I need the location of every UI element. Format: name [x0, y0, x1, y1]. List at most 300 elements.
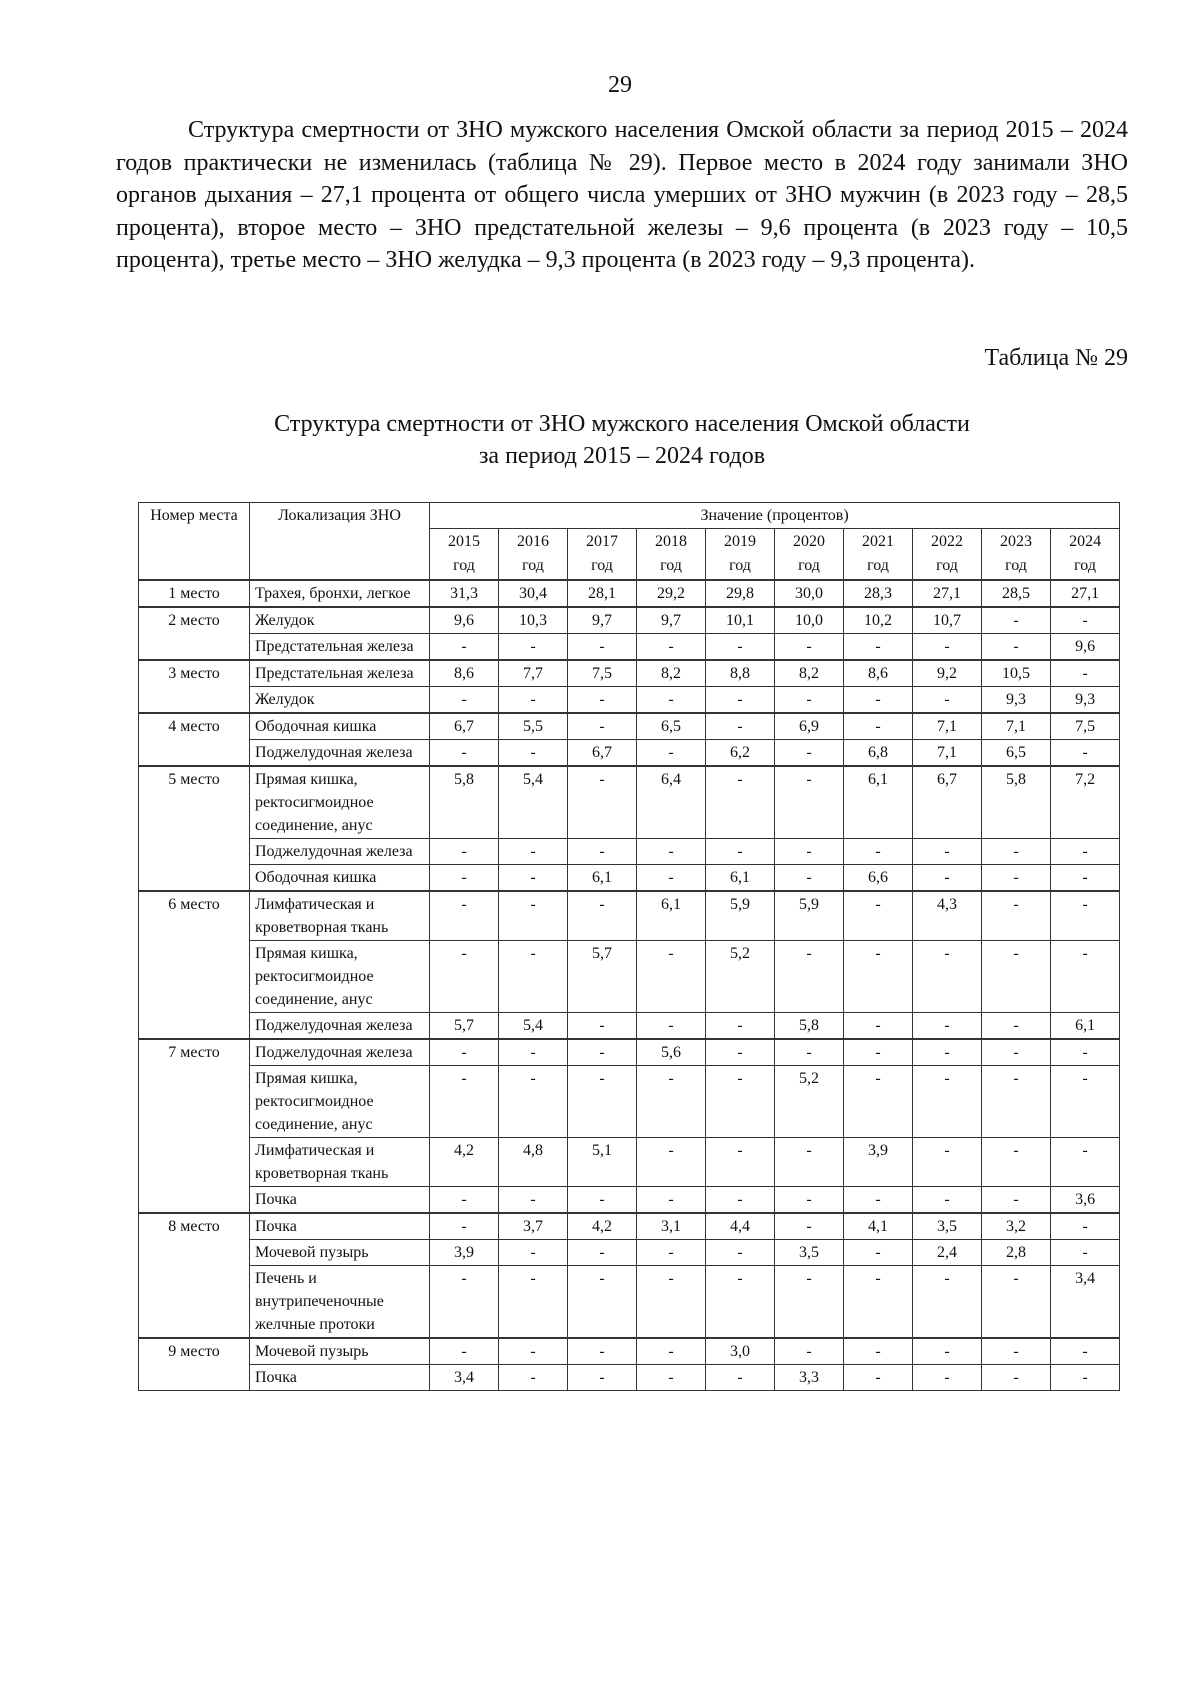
value-cell: - [430, 1266, 499, 1339]
value-cell: - [913, 865, 982, 892]
site-cell: Прямая кишка, ректосигмоидное соединение, анус [250, 1066, 430, 1138]
site-cell: Поджелудочная железа [250, 740, 430, 767]
value-cell: 29,2 [637, 580, 706, 607]
rank-cell: 3 место [139, 660, 250, 713]
value-cell: 10,1 [706, 607, 775, 634]
rank-cell: 2 место [139, 607, 250, 660]
value-cell: - [568, 1066, 637, 1138]
value-cell: - [844, 1039, 913, 1066]
value-cell: - [844, 1266, 913, 1339]
value-cell: 5,8 [982, 766, 1051, 839]
value-cell: - [430, 687, 499, 714]
value-cell: 30,0 [775, 580, 844, 607]
value-cell: - [637, 1240, 706, 1266]
value-cell: - [499, 891, 568, 941]
value-cell: - [568, 766, 637, 839]
value-cell: 3,5 [775, 1240, 844, 1266]
year-label: 2017 [586, 533, 618, 550]
table-row [139, 687, 1120, 714]
value-cell: - [706, 1138, 775, 1187]
value-cell: 5,7 [568, 941, 637, 1013]
value-cell: - [568, 1187, 637, 1214]
table-label: Таблица № 29 [984, 345, 1128, 371]
value-cell: - [499, 1266, 568, 1339]
value-cell: - [430, 865, 499, 892]
value-cell: - [637, 687, 706, 714]
value-cell: 5,8 [775, 1013, 844, 1040]
value-cell: - [637, 1187, 706, 1214]
value-cell: 31,3 [430, 580, 499, 607]
value-cell: 6,5 [637, 713, 706, 740]
rank-cell: 5 место [139, 766, 250, 891]
value-cell: 4,2 [568, 1213, 637, 1240]
value-cell: - [982, 1039, 1051, 1066]
value-cell: 30,4 [499, 580, 568, 607]
site-cell: Поджелудочная железа [250, 1013, 430, 1040]
value-cell: 3,4 [1051, 1266, 1120, 1339]
year-header [706, 529, 775, 581]
value-cell: - [775, 941, 844, 1013]
value-cell: 3,9 [844, 1138, 913, 1187]
value-cell: 10,7 [913, 607, 982, 634]
value-cell: - [706, 1240, 775, 1266]
value-cell: - [499, 1066, 568, 1138]
site-cell: Желудок [250, 687, 430, 714]
value-cell: - [982, 891, 1051, 941]
value-cell: - [1051, 1365, 1120, 1391]
value-cell: 7,1 [913, 740, 982, 767]
value-cell: - [844, 839, 913, 865]
value-cell: - [982, 1066, 1051, 1138]
value-cell: - [775, 1138, 844, 1187]
value-cell: - [775, 740, 844, 767]
value-cell: - [568, 891, 637, 941]
value-cell: - [1051, 1066, 1120, 1138]
value-cell: - [637, 634, 706, 661]
value-cell: - [499, 1187, 568, 1214]
value-cell: - [1051, 1240, 1120, 1266]
value-cell: 3,4 [430, 1365, 499, 1391]
year-header [844, 529, 913, 581]
rank-cell: 7 место [139, 1039, 250, 1213]
value-cell: - [637, 1138, 706, 1187]
value-cell: 28,1 [568, 580, 637, 607]
year-label: 2015 [448, 533, 480, 550]
value-cell: 10,5 [982, 660, 1051, 687]
table-row [139, 1187, 1120, 1214]
value-cell: 6,5 [982, 740, 1051, 767]
value-cell: 7,1 [913, 713, 982, 740]
value-cell: 5,5 [499, 713, 568, 740]
table-row [139, 1240, 1120, 1266]
value-cell: 4,3 [913, 891, 982, 941]
value-cell: - [430, 1213, 499, 1240]
value-cell: - [982, 607, 1051, 634]
value-cell: 6,2 [706, 740, 775, 767]
value-cell: 3,0 [706, 1338, 775, 1365]
value-cell: 4,2 [430, 1138, 499, 1187]
value-cell: - [1051, 1039, 1120, 1066]
value-cell: - [982, 1013, 1051, 1040]
value-cell: - [982, 634, 1051, 661]
value-cell: - [982, 1338, 1051, 1365]
table-row [139, 660, 1120, 687]
year-label: 2019 [724, 533, 756, 550]
value-cell: - [568, 1039, 637, 1066]
value-cell: 10,0 [775, 607, 844, 634]
table-row [139, 740, 1120, 767]
table-row [139, 1039, 1120, 1066]
table-row [139, 839, 1120, 865]
value-cell: - [913, 1013, 982, 1040]
value-cell: 6,6 [844, 865, 913, 892]
value-cell: 28,3 [844, 580, 913, 607]
table-row [139, 1013, 1120, 1040]
year-header [775, 529, 844, 581]
value-cell: 2,4 [913, 1240, 982, 1266]
site-cell: Ободочная кишка [250, 713, 430, 740]
value-cell: - [637, 941, 706, 1013]
value-cell: 8,6 [430, 660, 499, 687]
value-cell: - [844, 1240, 913, 1266]
site-cell: Почка [250, 1365, 430, 1391]
site-cell: Предстательная железа [250, 660, 430, 687]
value-cell: 6,8 [844, 740, 913, 767]
value-cell: - [706, 634, 775, 661]
value-cell: - [913, 1187, 982, 1214]
value-cell: 9,7 [568, 607, 637, 634]
value-cell: - [982, 1266, 1051, 1339]
value-cell: 5,4 [499, 1013, 568, 1040]
value-cell: - [499, 1039, 568, 1066]
year-unit: год [1074, 557, 1096, 574]
value-cell: - [430, 1039, 499, 1066]
year-unit: год [591, 557, 613, 574]
value-cell: - [637, 1266, 706, 1339]
table-row [139, 1266, 1120, 1339]
value-cell: - [913, 941, 982, 1013]
value-cell: - [913, 687, 982, 714]
value-cell: 3,6 [1051, 1187, 1120, 1214]
year-unit: год [522, 557, 544, 574]
table-row [139, 865, 1120, 892]
table-row [139, 766, 1120, 839]
value-cell: - [1051, 891, 1120, 941]
year-header [913, 529, 982, 581]
year-label: 2024 [1069, 533, 1102, 550]
value-cell: 9,6 [430, 607, 499, 634]
header-values: Значение (процентов) [430, 503, 1120, 529]
value-cell: 4,1 [844, 1213, 913, 1240]
table-title-line1: Структура смертности от ЗНО мужского населения Омской области [274, 411, 970, 437]
intro-paragraph: Структура смертности от ЗНО мужского населения Омской области за период 2015 – 2024 годов практически не изменилась (таблица № 29). Первое место в 2024 году занимали ЗНО органов дыхания – 27,1 процента от общего числа умерших от ЗНО мужчин (в 2023 году – 28,5 процента), второе место – ЗНО предстательной железы – 9,6 процента (в 2023 году – 10,5 процента), третье место – ЗНО желудка – 9,3 процента (в 2023 году – 9,3 процента). [116, 117, 1128, 273]
table-row [139, 634, 1120, 661]
rank-cell: 1 место [139, 580, 250, 607]
value-cell: 6,7 [430, 713, 499, 740]
value-cell: - [706, 1365, 775, 1391]
value-cell: - [775, 865, 844, 892]
year-label: 2018 [655, 533, 687, 550]
table-row [139, 580, 1120, 607]
value-cell: 5,7 [430, 1013, 499, 1040]
value-cell: - [499, 740, 568, 767]
table-body [139, 580, 1120, 1391]
table-title [116, 408, 1128, 472]
value-cell: 5,2 [775, 1066, 844, 1138]
value-cell: - [982, 1365, 1051, 1391]
site-cell: Поджелудочная железа [250, 1039, 430, 1066]
rank-cell: 8 место [139, 1213, 250, 1338]
value-cell: - [568, 1266, 637, 1339]
value-cell: - [568, 1013, 637, 1040]
value-cell: 6,9 [775, 713, 844, 740]
site-cell: Трахея, бронхи, легкое [250, 580, 430, 607]
header-rank: Номер места [139, 503, 250, 581]
value-cell: 3,2 [982, 1213, 1051, 1240]
value-cell: - [637, 839, 706, 865]
rank-cell: 4 место [139, 713, 250, 766]
value-cell: - [844, 687, 913, 714]
year-unit: год [453, 557, 475, 574]
year-label: 2020 [793, 533, 825, 550]
value-cell: - [499, 941, 568, 1013]
value-cell: - [430, 1338, 499, 1365]
table-row [139, 1213, 1120, 1240]
header-site: Локализация ЗНО [250, 503, 430, 581]
site-cell: Прямая кишка, ректосигмоидное соединение, анус [250, 766, 430, 839]
value-cell: - [706, 766, 775, 839]
value-cell: 5,1 [568, 1138, 637, 1187]
value-cell: - [775, 839, 844, 865]
value-cell: - [430, 839, 499, 865]
table-row [139, 1365, 1120, 1391]
rank-cell: 9 место [139, 1338, 250, 1391]
value-cell: - [913, 1039, 982, 1066]
value-cell: 10,2 [844, 607, 913, 634]
site-cell: Ободочная кишка [250, 865, 430, 892]
value-cell: - [844, 1365, 913, 1391]
value-cell: 7,7 [499, 660, 568, 687]
value-cell: 5,9 [706, 891, 775, 941]
year-header [499, 529, 568, 581]
value-cell: - [844, 941, 913, 1013]
value-cell: - [499, 634, 568, 661]
year-header [982, 529, 1051, 581]
value-cell: 8,2 [775, 660, 844, 687]
table-row [139, 1066, 1120, 1138]
value-cell: 3,9 [430, 1240, 499, 1266]
value-cell: - [568, 1338, 637, 1365]
value-cell: 7,5 [568, 660, 637, 687]
value-cell: - [844, 891, 913, 941]
value-cell: - [913, 1138, 982, 1187]
value-cell: 9,3 [1051, 687, 1120, 714]
year-unit: год [729, 557, 751, 574]
site-cell: Печень и внутрипеченочные желчные протоки [250, 1266, 430, 1339]
value-cell: - [844, 1066, 913, 1138]
value-cell: - [775, 634, 844, 661]
year-header [1051, 529, 1120, 581]
value-cell: 6,7 [913, 766, 982, 839]
year-label: 2023 [1000, 533, 1032, 550]
year-unit: год [1005, 557, 1027, 574]
year-label: 2021 [862, 533, 894, 550]
mortality-structure-table [138, 502, 1120, 1391]
value-cell: - [982, 1138, 1051, 1187]
value-cell: - [913, 1338, 982, 1365]
table-row [139, 941, 1120, 1013]
value-cell: 27,1 [1051, 580, 1120, 607]
value-cell: 9,2 [913, 660, 982, 687]
value-cell: - [1051, 865, 1120, 892]
year-unit: год [798, 557, 820, 574]
value-cell: - [1051, 740, 1120, 767]
value-cell: - [706, 1066, 775, 1138]
value-cell: - [499, 1365, 568, 1391]
value-cell: - [982, 839, 1051, 865]
year-label: 2016 [517, 533, 549, 550]
value-cell: - [499, 839, 568, 865]
value-cell: - [706, 1013, 775, 1040]
value-cell: 10,3 [499, 607, 568, 634]
value-cell: - [775, 687, 844, 714]
site-cell: Почка [250, 1213, 430, 1240]
table-row [139, 891, 1120, 941]
value-cell: - [706, 839, 775, 865]
table-row [139, 1138, 1120, 1187]
value-cell: - [706, 713, 775, 740]
value-cell: 6,1 [1051, 1013, 1120, 1040]
table-title-line2: за период 2015 – 2024 годов [478, 443, 766, 469]
value-cell: - [430, 634, 499, 661]
year-header [568, 529, 637, 581]
value-cell: - [844, 713, 913, 740]
value-cell: - [844, 1338, 913, 1365]
value-cell: - [430, 941, 499, 1013]
value-cell: 3,1 [637, 1213, 706, 1240]
value-cell: - [775, 1039, 844, 1066]
value-cell: - [1051, 839, 1120, 865]
value-cell: - [844, 634, 913, 661]
value-cell: - [430, 740, 499, 767]
value-cell: - [982, 865, 1051, 892]
value-cell: 28,5 [982, 580, 1051, 607]
value-cell: - [706, 1039, 775, 1066]
year-unit: год [936, 557, 958, 574]
value-cell: - [637, 865, 706, 892]
value-cell: 5,8 [430, 766, 499, 839]
rank-cell: 6 место [139, 891, 250, 1039]
table-row [139, 1338, 1120, 1365]
value-cell: - [568, 634, 637, 661]
value-cell: - [568, 1240, 637, 1266]
value-cell: - [982, 941, 1051, 1013]
value-cell: - [775, 1187, 844, 1214]
value-cell: - [568, 713, 637, 740]
value-cell: 4,8 [499, 1138, 568, 1187]
year-header [637, 529, 706, 581]
value-cell: - [499, 1338, 568, 1365]
value-cell: 5,2 [706, 941, 775, 1013]
value-cell: - [775, 1213, 844, 1240]
value-cell: 7,2 [1051, 766, 1120, 839]
value-cell: - [499, 687, 568, 714]
value-cell: - [844, 1187, 913, 1214]
site-cell: Предстательная железа [250, 634, 430, 661]
value-cell: - [982, 1187, 1051, 1214]
value-cell: 9,3 [982, 687, 1051, 714]
value-cell: - [1051, 1138, 1120, 1187]
value-cell: 5,6 [637, 1039, 706, 1066]
value-cell: - [637, 740, 706, 767]
value-cell: 9,6 [1051, 634, 1120, 661]
value-cell: - [913, 1066, 982, 1138]
site-cell: Мочевой пузырь [250, 1240, 430, 1266]
value-cell: 6,1 [706, 865, 775, 892]
value-cell: 9,7 [637, 607, 706, 634]
value-cell: 7,1 [982, 713, 1051, 740]
value-cell: - [706, 1187, 775, 1214]
site-cell: Поджелудочная железа [250, 839, 430, 865]
value-cell: - [775, 1266, 844, 1339]
site-cell: Лимфатическая и кроветворная ткань [250, 891, 430, 941]
value-cell: - [568, 687, 637, 714]
value-cell: - [499, 865, 568, 892]
value-cell: - [430, 891, 499, 941]
value-cell: - [913, 1266, 982, 1339]
site-cell: Желудок [250, 607, 430, 634]
year-unit: год [867, 557, 889, 574]
value-cell: 29,8 [706, 580, 775, 607]
value-cell: - [637, 1338, 706, 1365]
value-cell: 7,5 [1051, 713, 1120, 740]
value-cell: 6,1 [844, 766, 913, 839]
site-cell: Лимфатическая и кроветворная ткань [250, 1138, 430, 1187]
page-number: 29 [608, 72, 632, 98]
value-cell: - [706, 687, 775, 714]
value-cell: - [706, 1266, 775, 1339]
value-cell: 8,6 [844, 660, 913, 687]
value-cell: - [430, 1187, 499, 1214]
value-cell: - [913, 1365, 982, 1391]
value-cell: - [1051, 660, 1120, 687]
value-cell: 6,7 [568, 740, 637, 767]
value-cell: 5,4 [499, 766, 568, 839]
value-cell: - [568, 1365, 637, 1391]
site-cell: Мочевой пузырь [250, 1338, 430, 1365]
value-cell: 8,2 [637, 660, 706, 687]
value-cell: - [568, 839, 637, 865]
value-cell: 3,3 [775, 1365, 844, 1391]
value-cell: - [1051, 607, 1120, 634]
value-cell: 2,8 [982, 1240, 1051, 1266]
value-cell: 6,4 [637, 766, 706, 839]
value-cell: - [775, 766, 844, 839]
value-cell: 4,4 [706, 1213, 775, 1240]
value-cell: 27,1 [913, 580, 982, 607]
year-header [430, 529, 499, 581]
value-cell: 8,8 [706, 660, 775, 687]
value-cell: - [637, 1365, 706, 1391]
value-cell: 6,1 [568, 865, 637, 892]
value-cell: - [1051, 941, 1120, 1013]
value-cell: - [430, 1066, 499, 1138]
value-cell: 3,7 [499, 1213, 568, 1240]
value-cell: - [499, 1240, 568, 1266]
site-cell: Почка [250, 1187, 430, 1214]
value-cell: - [1051, 1338, 1120, 1365]
site-cell: Прямая кишка, ректосигмоидное соединение, анус [250, 941, 430, 1013]
